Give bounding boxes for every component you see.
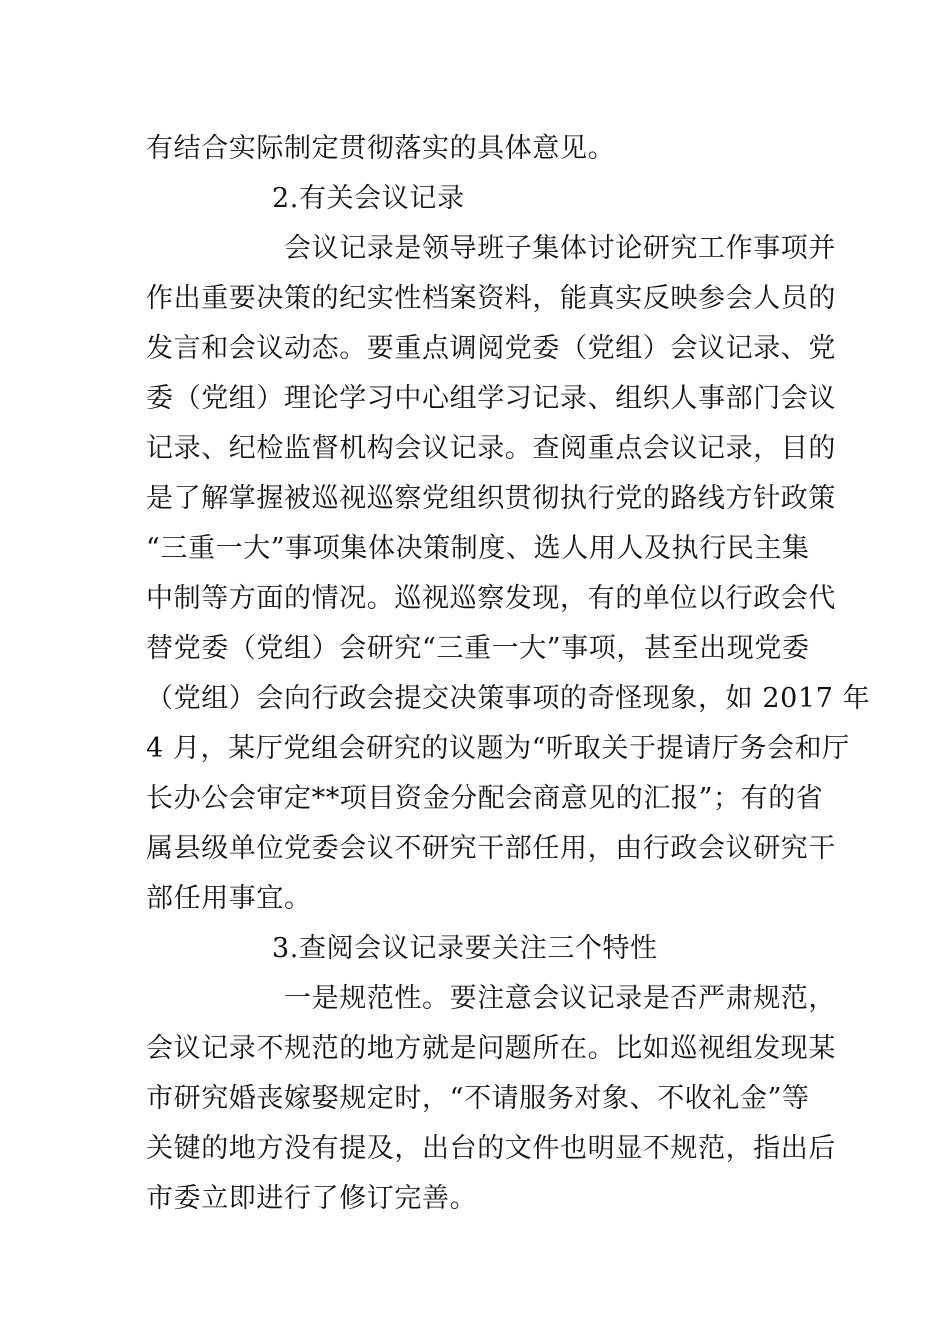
text-line: 委（党组）理论学习中心组学习记录、组织人事部门会议 [146, 383, 836, 414]
section-heading: 3.查阅会议记录要关注三个特性 [272, 933, 658, 964]
text-line: 记录、纪检监督机构会议记录。查阅重点会议记录，目的 [146, 433, 836, 464]
text-line: 有结合实际制定贯彻落实的具体意见。 [146, 133, 616, 164]
text-line: 作出重要决策的纪实性档案资料，能真实反映参会人员的 [146, 283, 836, 314]
text-line: 关键的地方没有提及，出台的文件也明显不规范，指出后 [146, 1133, 836, 1164]
text-line: 长办公会审定**项目资金分配会商意见的汇报”；有的省 [146, 783, 824, 814]
text-line: 会议记录不规范的地方就是问题所在。比如巡视组发现某 [146, 1033, 836, 1064]
text-line: 是了解掌握被巡视巡察党组织贯彻执行党的路线方针政策 [146, 483, 836, 514]
section-heading: 2.有关会议记录 [272, 183, 465, 214]
text-line: （党组）会向行政会提交决策事项的奇怪现象，如 2017 年 [146, 683, 871, 714]
text-line: 中制等方面的情况。巡视巡察发现，有的单位以行政会代 [146, 583, 836, 614]
paragraph-first-line: 会议记录是领导班子集体讨论研究工作事项并 [284, 233, 836, 264]
text-line: 属县级单位党委会议不研究干部任用，由行政会议研究干 [146, 833, 836, 864]
paragraph-first-line: 一是规范性。要注意会议记录是否严肃规范， [284, 983, 836, 1014]
text-line: 替党委（党组）会研究“三重一大”事项，甚至出现党委 [146, 633, 810, 664]
text-line: “三重一大”事项集体决策制度、选人用人及执行民主集 [146, 533, 810, 564]
text-line: 4 月，某厅党组会研究的议题为“听取关于提请厅务会和厅 [146, 733, 850, 764]
text-line: 市研究婚丧嫁娶规定时，“不请服务对象、不收礼金”等 [146, 1083, 810, 1114]
text-line: 发言和会议动态。要重点调阅党委（党组）会议记录、党 [146, 333, 836, 364]
text-line: 部任用事宜。 [146, 883, 312, 914]
text-line: 市委立即进行了修订完善。 [146, 1183, 478, 1214]
